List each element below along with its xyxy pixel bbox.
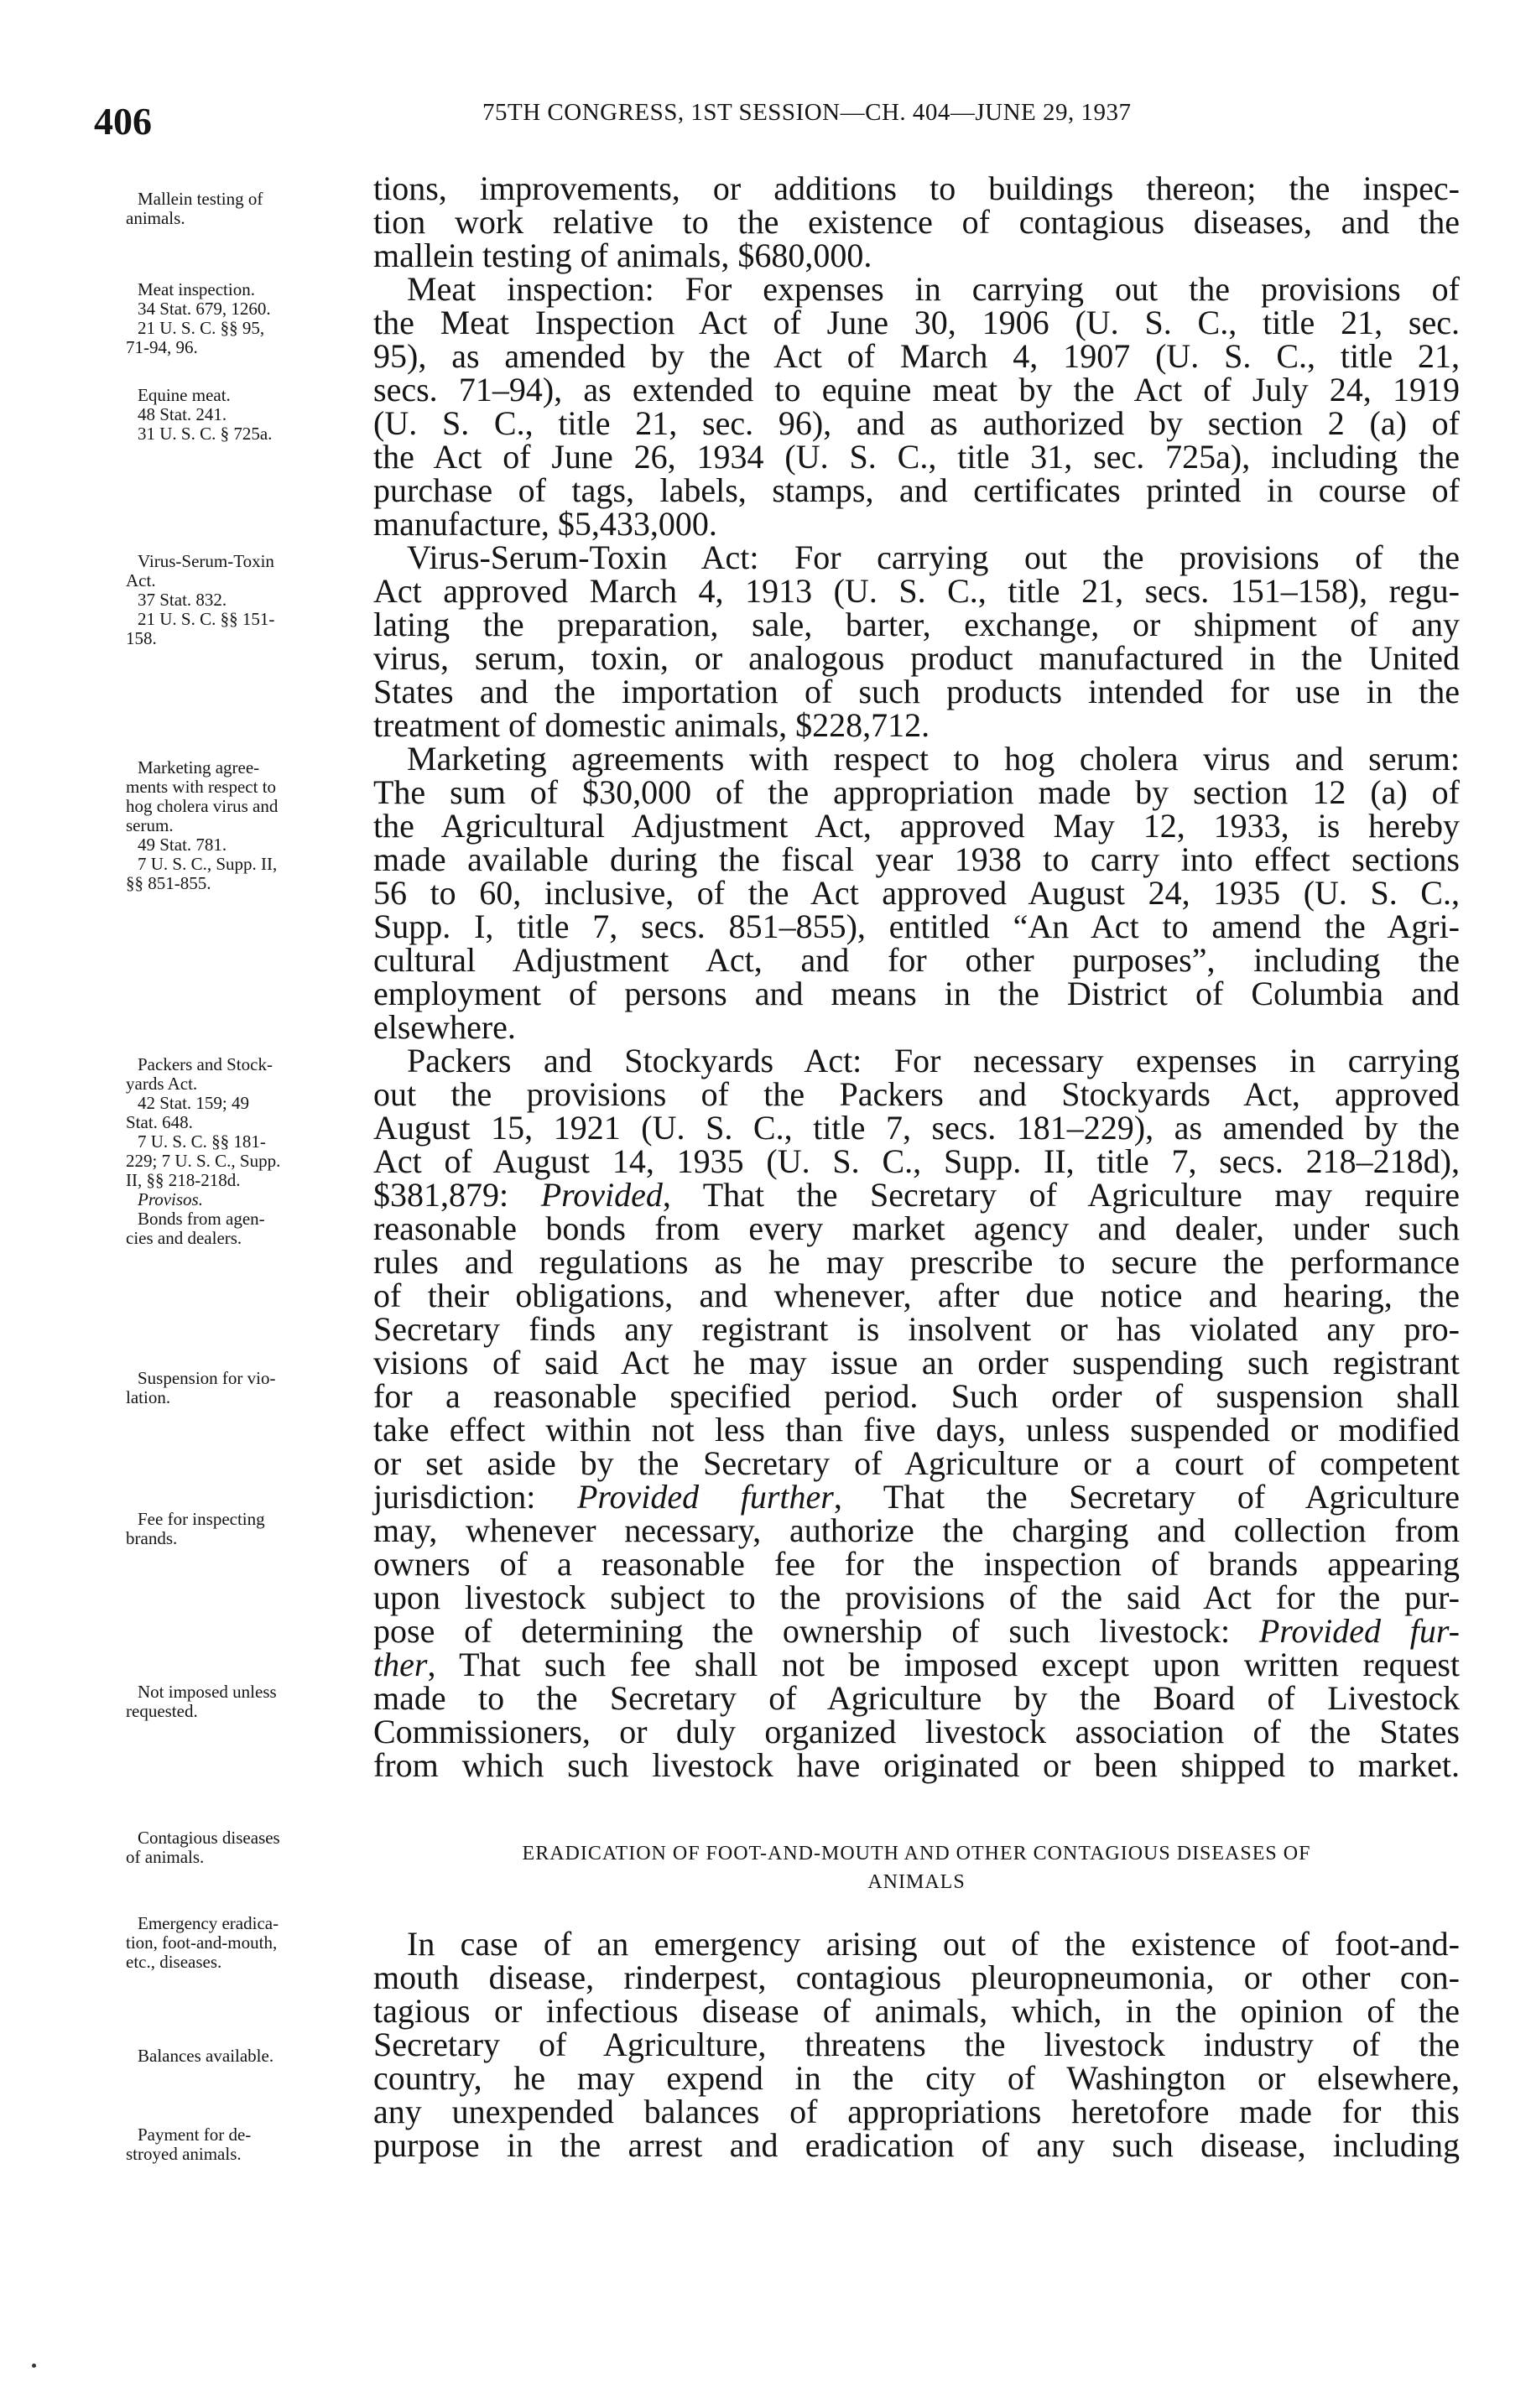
text-line: treatment of domestic animals, $228,712. [373,706,930,744]
text-line: elsewhere. [373,1008,516,1046]
text-line: Virus-Serum-Toxin Act: For carrying out the provisions of the [407,538,1460,576]
page-mark [32,2364,36,2368]
text-line: Commissioners, or duly organized livestock association of the States [373,1713,1460,1750]
text-line: tagious or infectious disease of animals, which, in the opinion of the [373,1992,1460,2030]
text-line: Act of August 14, 1935 (U. S. C., Supp. II, title 7, secs. 218–218d), [373,1142,1460,1180]
text-line: country, he may expend in the city of Washington or elsewhere, [373,2059,1460,2097]
text-line: purpose in the arrest and eradication of any such disease, including [373,2126,1460,2164]
text-line: States and the importation of such products intended for use in the [373,673,1460,710]
text-line: secs. 71–94), as extended to equine meat by the Act of July 24, 1919 [373,371,1460,408]
text-line: the Act of June 26, 1934 (U. S. C., title 31, sec. 725a), including the [373,438,1460,476]
text-line: (U. S. C., title 21, sec. 96), and as authorized by section 2 (a) of [373,404,1460,442]
text-line: manufacture, $5,433,000. [373,505,717,543]
text-line: 95), as amended by the Act of March 4, 1907 (U. S. C., title 21, [373,337,1460,375]
text-line: jurisdiction: Provided further, That the Secretary of Agriculture [373,1478,1461,1516]
text-line: tions, improvements, or additions to buildings thereon; the inspec- [373,169,1460,207]
text-line: out the provisions of the Packers and Stockyards Act, approved [373,1075,1460,1113]
text-line: $381,879: Provided, That the Secretary of Agriculture may require [373,1176,1460,1214]
margin-note-contagious-diseases: Contagious diseases of animals. [126,1828,280,1867]
text-line: August 15, 1921 (U. S. C., title 7, secs. 181–229), as amended by the [373,1109,1460,1147]
text-line: 56 to 60, inclusive, of the Act approved August 24, 1935 (U. S. C., [373,874,1460,912]
text-line: from which such livestock have originated or been shipped to market. [373,1746,1460,1784]
margin-note-equine-meat: Equine meat. 48 Stat. 241. 31 U. S. C. § 725a. [138,385,273,444]
text-line: take effect within not less than five days, unless suspended or modified [373,1411,1460,1448]
margin-note-virus-serum-toxin: Virus-Serum-Toxin Act. 37 Stat. 832. 21 U. S. C. §§ 151- 158. [126,551,275,648]
text-line: mallein testing of animals, $680,000. [373,237,872,274]
text-line: tion work relative to the existence of contagious diseases, and the [373,203,1460,241]
margin-note-mallein: Mallein testing of animals. [126,189,263,228]
text-line: reasonable bonds from every market agency and dealer, under such [373,1209,1460,1247]
body-text-eradication [373,1927,1460,2162]
section-heading: ERADICATION OF FOOT-AND-MOUTH AND OTHER CONTAGIOUS DISEASES OF ANIMALS [522,1843,1311,1893]
body-text-appropriations [373,169,1461,1784]
text-line: made to the Secretary of Agriculture by the Board of Livestock [373,1679,1460,1717]
text-line: Meat inspection: For expenses in carrying out the provisions of [407,270,1460,308]
margin-note-fee-brands: Fee for inspecting brands. [126,1509,265,1548]
text-line: mouth disease, rinderpest, contagious pleuropneumonia, or other con- [373,1958,1460,1996]
text-line: visions of said Act he may issue an order suspending such registrant [373,1344,1460,1381]
text-line: for a reasonable specified period. Such order of suspension shall [373,1377,1460,1415]
text-line: the Agricultural Adjustment Act, approved May 12, 1933, is hereby [373,807,1460,845]
text-line: upon livestock subject to the provisions of the said Act for the pur- [373,1578,1460,1616]
text-line: rules and regulations as he may prescribe to secure the performance [373,1243,1460,1281]
text-line: employment of persons and means in the District of Columbia and [373,975,1460,1012]
text-line: In case of an emergency arising out of the existence of foot-and- [407,1925,1460,1963]
text-line: ther, That such fee shall not be imposed except upon written request [373,1646,1460,1683]
text-line: Marketing agreements with respect to hog cholera virus and serum: [407,740,1460,778]
margin-note-not-imposed: Not imposed unless requested. [126,1682,277,1721]
margin-note-packers-stockyards: Packers and Stock- yards Act. 42 Stat. 159; 49 Stat. 648. 7 U. S. C. §§ 181- 229; 7 U. S. C., Supp. II, §§ 218-218d. Provisos. Bonds from agen- cies and dealers. [126,1054,281,1248]
margin-note-emergency-eradication: Emergency eradica- tion, foot-and-mouth, etc., diseases. [126,1913,279,1972]
text-line: pose of determining the ownership of such livestock: Provided fur- [373,1612,1460,1650]
margin-note-marketing-agreements: Marketing agree- ments with respect to hog cholera virus and serum. 49 Stat. 781. 7 U. S. C., Supp. II, §§ 851-855. [126,757,279,893]
text-line: or set aside by the Secretary of Agriculture or a court of competent [373,1444,1460,1482]
margin-note-balances: Balances available. [138,2046,274,2066]
text-line: Supp. I, title 7, secs. 851–855), entitled “An Act to amend the Agri- [373,908,1460,945]
text-line: virus, serum, toxin, or analogous product manufactured in the United [373,639,1460,677]
text-line: the Meat Inspection Act of June 30, 1906 (U. S. C., title 21, sec. [373,304,1460,341]
text-line: Act approved March 4, 1913 (U. S. C., title 21, secs. 151–158), regu- [373,572,1460,610]
text-line: owners of a reasonable fee for the inspection of brands appearing [373,1545,1460,1583]
text-line: purchase of tags, labels, stamps, and certificates printed in course of [373,471,1460,509]
page-number: 406 [94,100,152,143]
text-line: Secretary finds any registrant is insolvent or has violated any pro- [373,1310,1460,1348]
text-line: cultural Adjustment Act, and for other purposes”, including the [373,941,1460,979]
running-head: 75TH CONGRESS, 1ST SESSION—CH. 404—JUNE 29, 1937 [482,99,1132,126]
margin-note-meat-inspection: Meat inspection. 34 Stat. 679, 1260. 21 U. S. C. §§ 95, 71-94, 96. [126,279,271,357]
text-line: may, whenever necessary, authorize the charging and collection from [373,1511,1460,1549]
text-line: of their obligations, and whenever, after due notice and hearing, the [373,1277,1460,1314]
text-line: The sum of $30,000 of the appropriation made by section 12 (a) of [373,773,1460,811]
text-line: Secretary of Agriculture, threatens the livestock industry of the [373,2026,1460,2063]
text-line: Packers and Stockyards Act: For necessary expenses in carrying [407,1042,1460,1079]
text-line: made available during the fiscal year 1938 to carry into effect sections [373,840,1460,878]
text-line: lating the preparation, sale, barter, exchange, or shipment of any [373,606,1460,643]
margin-note-payment: Payment for de- stroyed animals. [126,2125,252,2164]
text-line: any unexpended balances of appropriations heretofore made for this [373,2093,1460,2130]
margin-note-suspension: Suspension for vio- lation. [126,1368,276,1407]
